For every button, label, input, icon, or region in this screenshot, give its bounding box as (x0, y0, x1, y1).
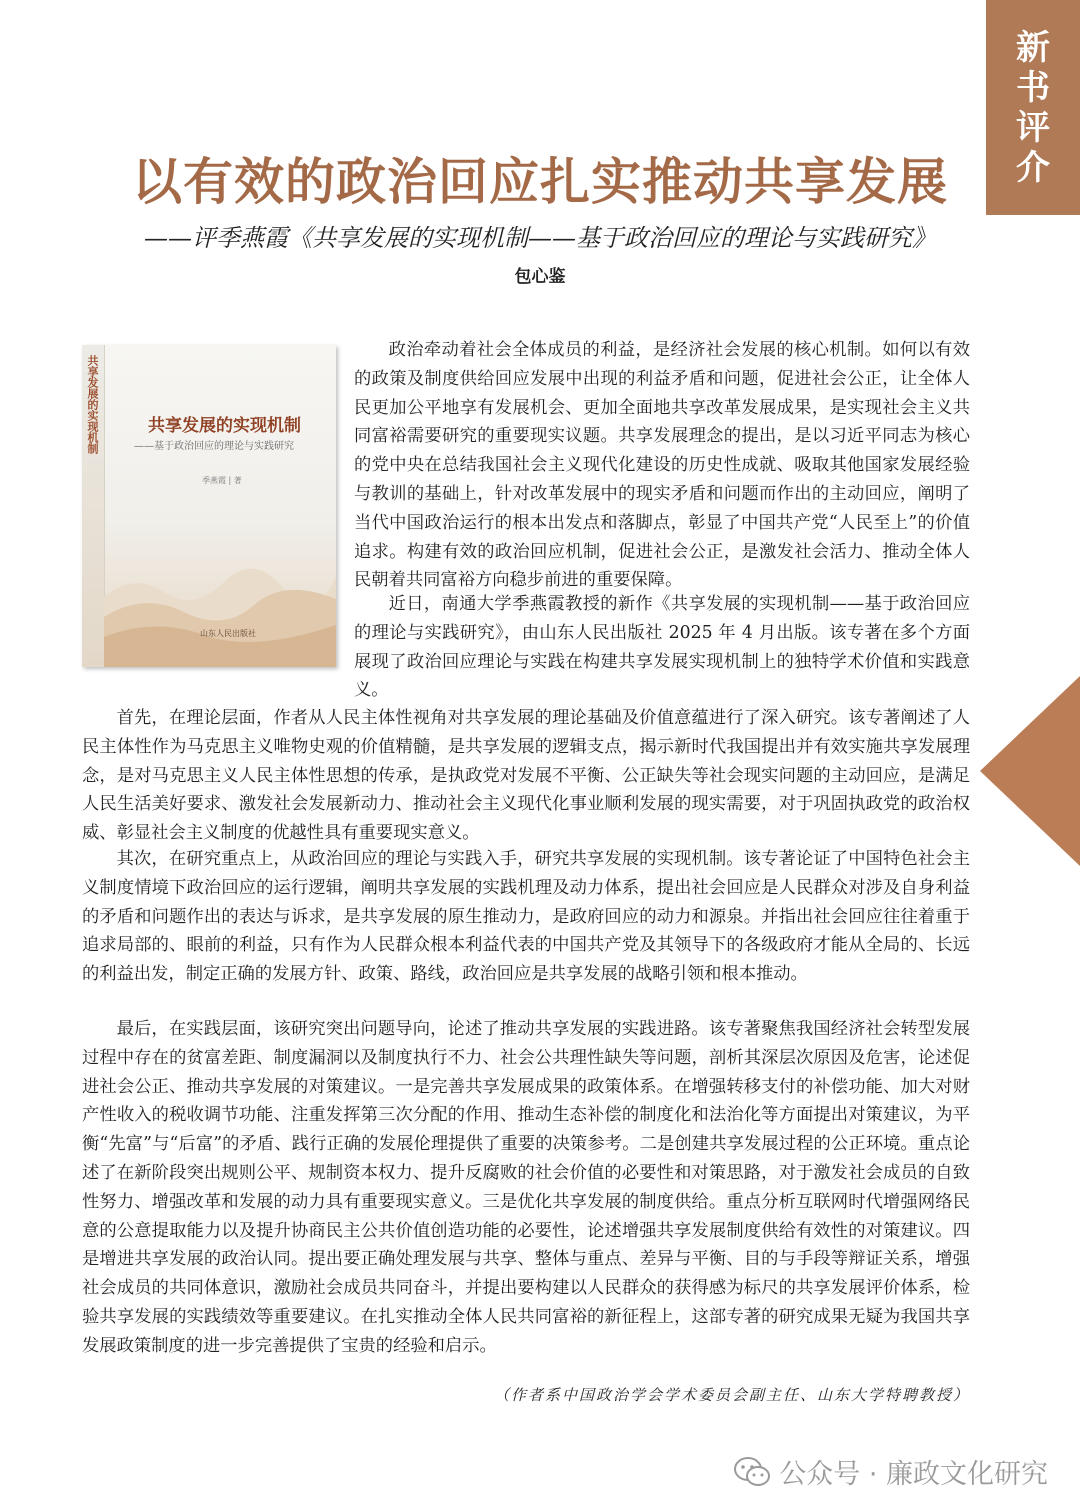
book-cover-landscape (104, 537, 336, 667)
author-affiliation: （作者系中国政治学会学术委员会副主任、山东大学特聘教授） (493, 1386, 970, 1404)
section-tag-char: 介 (1016, 147, 1050, 188)
book-spine-title: 共享发展的实现机制 (86, 355, 99, 454)
body-paragraph: 其次，在研究重点上，从政治回应的理论与实践入手，研究共享发展的实现机制。该专著论证了中国特色社会主义制度情境下政治回应的运行逻辑，阐明共享发展的实践机理及动力体系，提出社会回应是人民群众对涉及自身利益的矛盾和问题作出的表达与诉求，是共享发展的原生推动力，是政府回应的动力和源泉。并指出社会回应往往着重于追求局部的、眼前的利益，只有作为人民群众根本利益代表的中国共产党及其领导下的各级政府才能从全局的、长远的利益出发，制定正确的发展方针、政策、路线，政治回应是共享发展的战略引领和根本推动。 (82, 849, 970, 985)
section-tag-char: 书 (1016, 67, 1050, 108)
section-tag-char: 评 (1016, 107, 1050, 148)
book-spine (82, 345, 105, 667)
section-tag-char: 新 (1016, 27, 1050, 68)
decorative-arrow (980, 676, 1080, 866)
body-paragraph: 政治牵动着社会全体成员的利益，是经济社会发展的核心机制。如何以有效的政策及制度供给回应发展中出现的利益矛盾和问题，促进社会公正，让全体人民更加公平地享有发展机会、更加全面地共享改革发展成果，是实现社会主义共同富裕需要研究的重要现实议题。共享发展理念的提出，是以习近平同志为核心的党中央在总结我国社会主义现代化建设的历史性成就、吸取其他国家发展经验与教训的基础上，针对改革发展中的现实矛盾和问题而作出的主动回应，阐明了当代中国政治运行的根本出发点和落脚点，彰显了中国共产党“人民至上”的价值追求。构建有效的政治回应机制，促进社会公正，是激发社会活力、推动全体人民朝着共同富裕方向稳步前进的重要保障。 (354, 340, 970, 591)
book-cover-subtitle: ——基于政治回应的理论与实践研究 (134, 441, 294, 452)
article-title: 以有效的政治回应扎实推动共享发展 (132, 152, 948, 211)
watermark (733, 1452, 1048, 1491)
article-subtitle: ——评季燕霞《共享发展的实现机制——基于政治回应的理论与实践研究》 (144, 224, 936, 252)
article-author: 包心鉴 (514, 267, 566, 287)
body-paragraph: 首先，在理论层面，作者从人民主体性视角对共享发展的理论基础及价值意蕴进行了深入研究。该专著阐述了人民主体性作为马克思主义唯物史观的价值精髓，是共享发展的逻辑支点，揭示新时代我国提出并有效实施共享发展理念，是对马克思主义人民主体性思想的传承，是执政党对发展不平衡、公正缺失等社会现实问题的主动回应，是满足人民生活美好要求、激发社会发展新动力、推动社会主义现代化事业顺利发展的现实需要，对于巩固执政党的政治权威、彰显社会主义制度的优越性具有重要现实意义。 (82, 708, 970, 844)
wechat-icon (733, 1456, 771, 1488)
book-cover-author: 季燕霞 | 著 (202, 476, 242, 485)
body-paragraph: 近日，南通大学季燕霞教授的新作《共享发展的实现机制——基于政治回应的理论与实践研究》，由山东人民出版社 2025 年 4 月出版。该专著在多个方面展现了政治回应理论与实践在构建共享发展实现机制上的独特学术价值和实践意义。 (354, 594, 970, 701)
book-cover-publisher: 山东人民出版社 (200, 629, 256, 638)
book-cover-title: 共享发展的实现机制 (148, 416, 301, 436)
watermark-text: 公众号 · 廉政文化研究 (779, 1459, 1048, 1490)
book-cover-image (82, 345, 336, 667)
body-paragraph: 最后，在实践层面，该研究突出问题导向，论述了推动共享发展的实践进路。该专著聚焦我国经济社会转型发展过程中存在的贫富差距、制度漏洞以及制度执行不力、社会公共理性缺失等问题，剖析其深层次原因及危害，论述促进社会公正、推动共享发展的对策建议。一是完善共享发展成果的政策体系。在增强转移支付的补偿功能、加大对财产性收入的税收调节功能、注重发挥第三次分配的作用、推动生态补偿的制度化和法治化等方面提出对策建议，为平衡“先富”与“后富”的矛盾、践行正确的发展伦理提供了重要的决策参考。二是创建共享发展过程的公正环境。重点论述了在新阶段突出规则公平、规制资本权力、提升反腐败的社会价值的必要性和对策思路，对于激发社会成员的自致性努力、增强改革和发展的动力具有重要现实意义。三是优化共享发展的制度供给。重点分析互联网时代增强网络民意的公意提取能力以及提升协商民主公共价值创造功能的必要性，论述增强共享发展制度供给有效性的对策建议。四是增进共享发展的政治认同。提出要正确处理发展与共享、整体与重点、差异与平衡、目的与手段等辩证关系，增强社会成员的共同体意识，激励社会成员共同奋斗，并提出要构建以人民群众的获得感为标尺的共享发展评价体系，检验共享发展的实践绩效等重要建议。在扎实推动全体人民共同富裕的新征程上，这部专著的研究成果无疑为我国共享发展政策制度的进一步完善提供了宝贵的经验和启示。 (82, 1019, 970, 1356)
